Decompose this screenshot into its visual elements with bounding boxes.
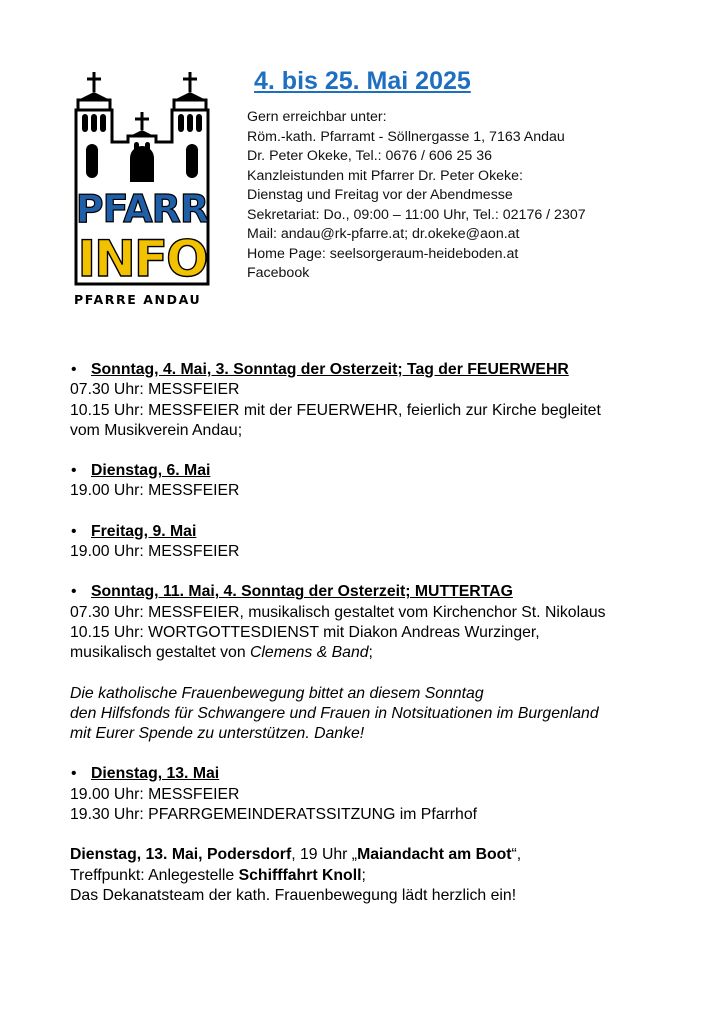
event-line: 19.00 Uhr: MESSFEIER bbox=[70, 785, 240, 803]
event-line: 19.00 Uhr: MESSFEIER bbox=[70, 543, 240, 561]
music-prefix: musikalisch gestaltet von bbox=[70, 644, 250, 662]
event-title: Freitag, 9. Mai bbox=[91, 522, 197, 540]
band-name: Clemens & Band bbox=[250, 644, 369, 662]
contact-email[interactable]: Mail: andau@rk-pfarre.at; dr.okeke@aon.at bbox=[247, 226, 520, 242]
logo-caption: PFARRE ANDAU bbox=[74, 292, 202, 307]
event-line: vom Musikverein Andau; bbox=[70, 421, 243, 439]
logo-word-info: INFO bbox=[77, 230, 207, 288]
contact-line: Sekretariat: Do., 09:00 – 11:00 Uhr, Tel.: 02176 / 2307 bbox=[247, 206, 586, 223]
appeal-line: den Hilfsfonds für Schwangere und Frauen in Notsituationen im Burgenland bbox=[70, 704, 599, 722]
extra-lead: Dienstag, 13. Mai, Podersdorf bbox=[70, 846, 292, 864]
event-line: 10.15 Uhr: WORTGOTTESDIENST mit Diakon Andreas Wurzinger, bbox=[70, 623, 540, 641]
bullet-icon: • bbox=[71, 361, 77, 378]
event-line: 19.30 Uhr: PFARRGEMEINDERATSSITZUNG im Pfarrhof bbox=[70, 806, 478, 824]
contact-line: Kanzleistunden mit Pfarrer Dr. Peter Okeke: bbox=[247, 167, 523, 184]
header bbox=[247, 62, 707, 284]
meet-name: Schifffahrt Knoll bbox=[238, 866, 362, 884]
event-block bbox=[70, 461, 710, 502]
extra-time: , 19 Uhr „ bbox=[291, 846, 358, 864]
contact-block bbox=[247, 108, 707, 284]
appeal-line: mit Eurer Spende zu unterstützen. Danke! bbox=[70, 725, 365, 743]
meet-suffix: ; bbox=[361, 866, 366, 884]
event-line: 07.30 Uhr: MESSFEIER, musikalisch gestaltet vom Kirchenchor St. Nikolaus bbox=[70, 603, 606, 621]
church-icon bbox=[72, 70, 212, 292]
event-line: 19.00 Uhr: MESSFEIER bbox=[70, 482, 240, 500]
extra-close: “, bbox=[511, 846, 522, 864]
extra-event-name: Maiandacht am Boot bbox=[357, 846, 512, 864]
contact-facebook[interactable]: Facebook bbox=[247, 265, 310, 281]
contact-homepage[interactable]: Home Page: seelsorgeraum-heideboden.at bbox=[247, 245, 519, 262]
event-title: Dienstag, 6. Mai bbox=[91, 462, 211, 480]
event-block bbox=[70, 764, 710, 825]
bullet-icon: • bbox=[71, 522, 77, 540]
meet-prefix: Treffpunkt: Anlegestelle bbox=[70, 866, 239, 884]
event-title: Sonntag, 11. Mai, 4. Sonntag der Osterzeit; MUTTERTAG bbox=[91, 583, 513, 601]
event-block bbox=[70, 582, 710, 744]
date-range-title: 4. bis 25. Mai 2025 bbox=[254, 67, 471, 95]
event-line bbox=[70, 643, 710, 663]
bullet-icon: • bbox=[71, 765, 77, 783]
event-line: 07.30 Uhr: MESSFEIER bbox=[70, 381, 240, 399]
extra-event-line bbox=[70, 845, 710, 865]
contact-line: Dienstag und Freitag vor der Abendmesse bbox=[247, 187, 513, 203]
logo-word-pfarr: PFARR bbox=[75, 187, 209, 231]
music-suffix: ; bbox=[368, 644, 373, 662]
meeting-point-line bbox=[70, 866, 710, 886]
invite-line: Das Dekanatsteam der kath. Frauenbewegung lädt herzlich ein! bbox=[70, 886, 517, 904]
contact-line: Dr. Peter Okeke, Tel.: 0676 / 606 25 36 bbox=[247, 148, 493, 164]
event-title: Dienstag, 13. Mai bbox=[91, 765, 220, 783]
bullet-icon: • bbox=[71, 583, 77, 601]
extra-event-block bbox=[70, 845, 710, 906]
event-block bbox=[70, 360, 710, 441]
event-schedule bbox=[70, 360, 710, 906]
event-block bbox=[70, 522, 710, 563]
event-line: 10.15 Uhr: MESSFEIER mit der FEUERWEHR, feierlich zur Kirche begleitet bbox=[70, 401, 601, 419]
event-title: Sonntag, 4. Mai, 3. Sonntag der Osterzeit; Tag der FEUERWEHR bbox=[91, 361, 569, 378]
contact-line: Gern erreichbar unter: bbox=[247, 109, 387, 125]
contact-line: Röm.-kath. Pfarramt - Söllnergasse 1, 7163 Andau bbox=[247, 128, 565, 145]
bullet-icon: • bbox=[71, 462, 77, 480]
parish-logo bbox=[72, 70, 212, 310]
appeal-line: Die katholische Frauenbewegung bittet an diesem Sonntag bbox=[70, 684, 484, 702]
